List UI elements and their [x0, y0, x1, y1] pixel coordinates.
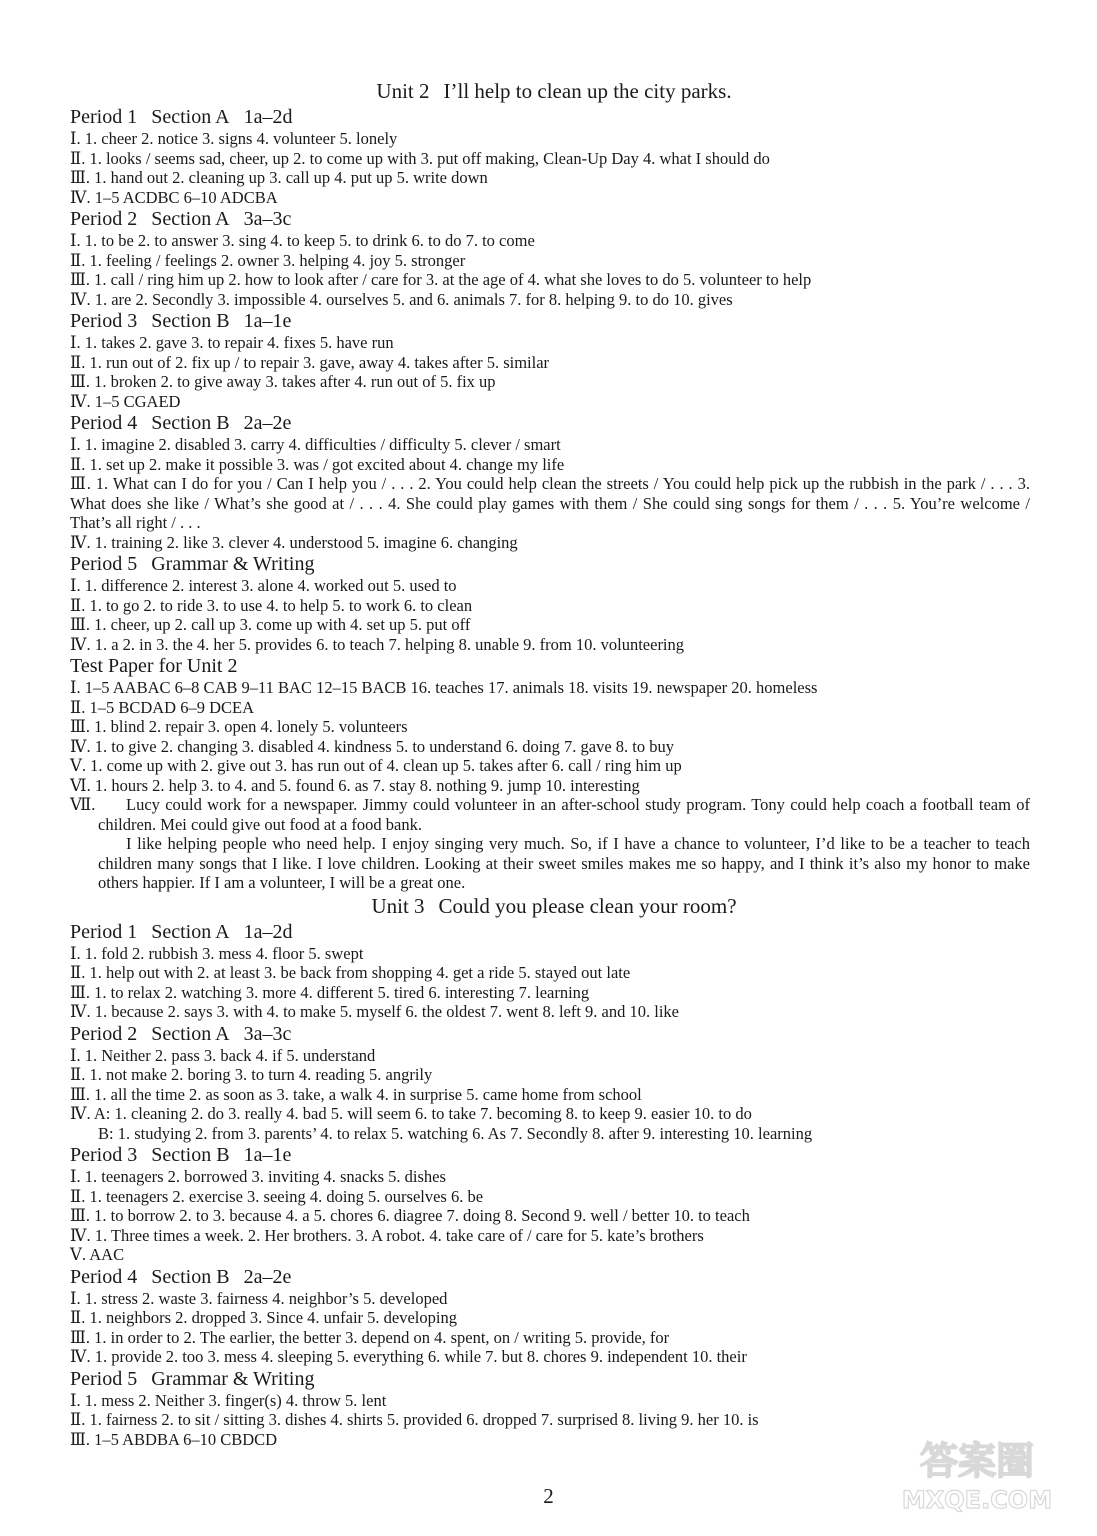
answer-line: Ⅳ. 1. to give 2. changing 3. disabled 4. kindness 5. to understand 6. doing 7. gave 8. to buy	[70, 736, 674, 756]
answer-line: Ⅴ. 1. come up with 2. give out 3. has run out of 4. clean up 5. takes after 6. call / ring him up	[70, 756, 682, 775]
u2-period-3-heading: Period 3 Section B 1a–1e	[70, 310, 292, 332]
answer-line: Ⅱ. 1. neighbors 2. dropped 3. Since 4. unfair 5. developing	[70, 1308, 457, 1327]
answer-line: Ⅲ. 1. in order to 2. The earlier, the better 3. depend on 4. spent, on / writing 5. provide, for	[70, 1327, 670, 1347]
answer-line: Ⅲ. 1. broken 2. to give away 3. takes after 4. run out of 5. fix up	[70, 372, 496, 391]
answer-line: Ⅲ. 1. to relax 2. watching 3. more 4. different 5. tired 6. interesting 7. learning	[70, 982, 590, 1002]
answer-line: Ⅲ. 1. hand out 2. cleaning up 3. call up 4. put up 5. write down	[70, 168, 488, 187]
u3-period-1-heading: Period 1 Section A 1a–2d	[70, 920, 293, 943]
answer-line: Ⅱ. 1. teenagers 2. exercise 3. seeing 4. doing 5. ourselves 6. be	[70, 1186, 484, 1206]
answer-line: Ⅳ. 1. because 2. says 3. with 4. to make 5. myself 6. the oldest 7. went 8. left 9. and 10. like	[70, 1002, 679, 1021]
section-label: Ⅶ.	[70, 795, 96, 814]
answer-line: Ⅲ. 1–5 ABDBA 6–10 CBDCD	[70, 1429, 278, 1449]
answer-line: Ⅰ. 1–5 AABAC 6–8 CAB 9–11 BAC 12–15 BACB 16. teaches 17. animals 18. visits 19. newspaper 20. homeless	[70, 678, 818, 697]
watermark-text-cn: 答案圈	[919, 1439, 1035, 1483]
answer-line: Ⅳ. 1. provide 2. too 3. mess 4. sleeping 5. everything 6. while 7. but 8. chores 9. independent 10. their	[70, 1347, 747, 1366]
answer-line: Ⅰ. 1. to be 2. to answer 3. sing 4. to keep 5. to drink 6. to do 7. to come	[70, 231, 535, 250]
u3-period-3-heading: Period 3 Section B 1a–1e	[70, 1144, 292, 1166]
answer-line: Ⅱ. 1. help out with 2. at least 3. be back from shopping 4. get a ride 5. stayed out late	[70, 963, 631, 982]
answer-line: Ⅰ. 1. cheer 2. notice 3. signs 4. volunteer 5. lonely	[70, 129, 398, 148]
u3-period-4-heading: Period 4 Section B 2a–2e	[70, 1265, 292, 1288]
answer-line: Ⅳ. 1. are 2. Secondly 3. impossible 4. ourselves 5. and 6. animals 7. for 8. helping 9. to do 10. gives	[70, 289, 733, 309]
answer-line: Ⅱ. 1. run out of 2. fix up / to repair 3. gave, away 4. takes after 5. similar	[70, 352, 550, 372]
answer-line: Ⅰ. 1. imagine 2. disabled 3. carry 4. difficulties / difficulty 5. clever / smart	[70, 435, 561, 454]
writing-answer	[70, 795, 1030, 893]
u2-period-1-heading: Period 1 Section A 1a–2d	[70, 106, 293, 128]
writing-paragraph-2: I like helping people who need help. I enjoy singing very much. So, if I have a chance to volunteer, I’d like to be a teacher to teach children many songs that I like. I love children. Looking at their sweet smiles makes me so happy, and I think it’s also my honor to make others happier. If I am a volunteer, I will be a great one.	[98, 834, 1030, 892]
answer-line: Ⅰ. 1. teenagers 2. borrowed 3. inviting 4. snacks 5. dishes	[70, 1167, 446, 1186]
answer-line: Ⅰ. 1. takes 2. gave 3. to repair 4. fixes 5. have run	[70, 333, 394, 352]
unit-3-title: Unit 3 Could you please clean your room?	[371, 893, 737, 918]
answer-line: Ⅱ. 1. looks / seems sad, cheer, up 2. to come up with 3. put off making, Clean-Up Day 4. what I should do	[70, 148, 770, 168]
answer-paragraph: Ⅲ. 1. What can I do for you / Can I help you / . . . 2. You could help clean the streets / You could help pick up the rubbish in the park / . . . 3. What does she like / What’s she good at / . . . 4. She could play games with them / She could sing songs for them / . . . 5. You’re welcome / That’s all right / . . .	[70, 474, 1030, 532]
answer-line: Ⅰ. 1. mess 2. Neither 3. finger(s) 4. throw 5. lent	[70, 1390, 387, 1410]
answer-line: Ⅰ. 1. Neither 2. pass 3. back 4. if 5. understand	[70, 1045, 376, 1065]
watermark-logo	[887, 1426, 1067, 1516]
answer-line: Ⅲ. 1. blind 2. repair 3. open 4. lonely 5. volunteers	[70, 717, 408, 736]
answer-line: Ⅱ. 1. feeling / feelings 2. owner 3. helping 4. joy 5. stronger	[70, 250, 466, 270]
answer-line: Ⅱ. 1. set up 2. make it possible 3. was / got excited about 4. change my life	[70, 454, 565, 474]
answer-line: Ⅳ. 1. a 2. in 3. the 4. her 5. provides 6. to teach 7. helping 8. unable 9. from 10. volunteering	[70, 634, 685, 654]
u2-period-5-heading: Period 5 Grammar & Writing	[70, 553, 315, 575]
answer-line: Ⅰ. 1. stress 2. waste 3. fairness 4. neighbor’s 5. developed	[70, 1288, 448, 1308]
answer-line: Ⅱ. 1. to go 2. to ride 3. to use 4. to help 5. to work 6. to clean	[70, 595, 473, 615]
answer-line: Ⅱ. 1. not make 2. boring 3. to turn 4. reading 5. angrily	[70, 1065, 433, 1084]
answer-line: Ⅴ. AAC	[70, 1245, 125, 1264]
watermark-text-url: MXQE.COM	[901, 1486, 1053, 1514]
answer-line: Ⅳ. 1. Three times a week. 2. Her brothers. 3. A robot. 4. take care of / care for 5. kate’s brothers	[70, 1225, 704, 1245]
u3-period-5-heading: Period 5 Grammar & Writing	[70, 1367, 315, 1390]
answer-line: Ⅳ. 1–5 CGAED	[70, 391, 181, 411]
u2-period-2-heading: Period 2 Section A 3a–3c	[70, 208, 292, 230]
answer-line: Ⅳ. 1. training 2. like 3. clever 4. understood 5. imagine 6. changing	[70, 532, 518, 552]
answer-page	[70, 78, 1030, 1449]
answer-line: Ⅰ. 1. fold 2. rubbish 3. mess 4. floor 5. swept	[70, 943, 364, 963]
u3-period-2-heading: Period 2 Section A 3a–3c	[70, 1022, 292, 1045]
answer-line: Ⅲ. 1. call / ring him up 2. how to look after / care for 3. at the age of 4. what she loves to do 5. volunteer to help	[70, 270, 812, 289]
test-paper-heading: Test Paper for Unit 2	[70, 655, 238, 677]
answer-line: Ⅱ. 1–5 BCDAD 6–9 DCEA	[70, 697, 255, 717]
unit-2-title: Unit 2 I’ll help to clean up the city parks.	[376, 79, 732, 103]
answer-line: Ⅲ. 1. cheer, up 2. call up 3. come up with 4. set up 5. put off	[70, 615, 471, 634]
answer-line: B: 1. studying 2. from 3. parents’ 4. to relax 5. watching 6. As 7. Secondly 8. after 9. interesting 10. learning	[98, 1123, 813, 1143]
u2-period-4-heading: Period 4 Section B 2a–2e	[70, 412, 292, 434]
answer-line: Ⅵ. 1. hours 2. help 3. to 4. and 5. found 6. as 7. stay 8. nothing 9. jump 10. interesting	[70, 775, 640, 795]
writing-paragraph-1: Lucy could work for a newspaper. Jimmy could volunteer in an after-school study program. Tony could help coach a football team of children. Mei could give out food at a food bank.	[98, 795, 1030, 834]
page-number: 2	[543, 1484, 554, 1508]
answer-line: Ⅲ. 1. to borrow 2. to 3. because 4. a 5. chores 6. diagree 7. doing 8. Second 9. well / better 10. to teach	[70, 1206, 750, 1225]
answer-line: Ⅳ. 1–5 ACDBC 6–10 ADCBA	[70, 187, 278, 207]
answer-line: Ⅲ. 1. all the time 2. as soon as 3. take, a walk 4. in surprise 5. came home from school	[70, 1084, 642, 1104]
answer-line: Ⅳ. A: 1. cleaning 2. do 3. really 4. bad 5. will seem 6. to take 7. becoming 8. to keep 9. easier 10. to do	[70, 1104, 752, 1123]
answer-line: Ⅰ. 1. difference 2. interest 3. alone 4. worked out 5. used to	[70, 576, 457, 595]
answer-line: Ⅱ. 1. fairness 2. to sit / sitting 3. dishes 4. shirts 5. provided 6. dropped 7. surprised 8. living 9. her 10. is	[70, 1410, 759, 1429]
